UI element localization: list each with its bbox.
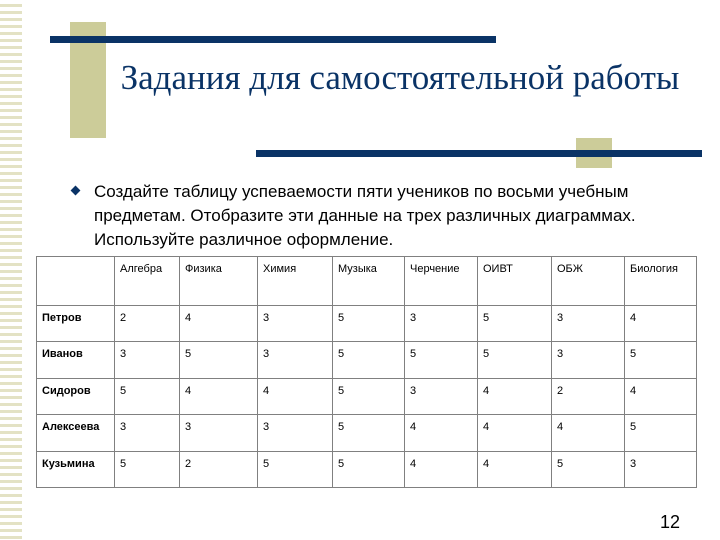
grade-cell: 4	[405, 451, 478, 487]
grade-cell: 5	[333, 378, 405, 414]
grade-cell: 5	[552, 451, 625, 487]
grade-cell: 5	[478, 306, 552, 342]
grade-cell: 4	[180, 378, 258, 414]
table-corner-cell	[37, 257, 115, 306]
grade-cell: 4	[625, 306, 697, 342]
grade-cell: 3	[405, 378, 478, 414]
table-row	[37, 378, 697, 414]
slide-title: Задания для самостоятельной работы	[120, 58, 680, 97]
grade-cell: 3	[258, 415, 333, 451]
grade-cell: 4	[552, 415, 625, 451]
grade-cell: 5	[625, 342, 697, 378]
header-cell: Химия	[258, 257, 333, 306]
header-cell: Биология	[625, 257, 697, 306]
grade-cell: 5	[258, 451, 333, 487]
grade-cell: 5	[333, 415, 405, 451]
header-cell: Алгебра	[115, 257, 180, 306]
grade-cell: 2	[115, 306, 180, 342]
header-cell: Физика	[180, 257, 258, 306]
student-name-cell: Иванов	[37, 342, 115, 378]
header-cell: ОБЖ	[552, 257, 625, 306]
bullet-diamond-icon	[71, 186, 81, 196]
student-name-cell: Петров	[37, 306, 115, 342]
grade-cell: 3	[552, 342, 625, 378]
grade-cell: 3	[405, 306, 478, 342]
grade-cell: 4	[478, 451, 552, 487]
grade-cell: 2	[180, 451, 258, 487]
grade-cell: 5	[333, 342, 405, 378]
student-name-cell: Кузьмина	[37, 451, 115, 487]
grade-cell: 5	[478, 342, 552, 378]
grade-cell: 4	[180, 306, 258, 342]
grades-table	[36, 256, 697, 488]
table-header-row	[37, 257, 697, 306]
grade-cell: 3	[115, 415, 180, 451]
grade-cell: 3	[258, 342, 333, 378]
student-name-cell: Алексеева	[37, 415, 115, 451]
task-text: Создайте таблицу успеваемости пяти учеников по восьми учебным предметам. Отобразите эти данные на трех различных диаграммах. Используйте различное оформление.	[94, 182, 636, 249]
title-rule-bottom	[256, 150, 702, 157]
grade-cell: 4	[478, 415, 552, 451]
grade-cell: 3	[258, 306, 333, 342]
grade-cell: 5	[333, 306, 405, 342]
grade-cell: 5	[333, 451, 405, 487]
header-cell: Музыка	[333, 257, 405, 306]
grade-cell: 4	[405, 415, 478, 451]
striped-side-decoration	[0, 0, 22, 540]
grade-cell: 4	[478, 378, 552, 414]
grade-cell: 3	[180, 415, 258, 451]
grade-cell: 3	[625, 451, 697, 487]
page-number: 12	[660, 512, 681, 532]
grade-cell: 5	[115, 378, 180, 414]
grade-cell: 5	[115, 451, 180, 487]
title-rule-top	[50, 36, 496, 43]
student-name-cell: Сидоров	[37, 378, 115, 414]
grade-cell: 5	[625, 415, 697, 451]
header-cell: Черчение	[405, 257, 478, 306]
grade-cell: 5	[180, 342, 258, 378]
table-row	[37, 451, 697, 487]
table-row	[37, 415, 697, 451]
task-bullet	[72, 180, 692, 252]
grade-cell: 4	[258, 378, 333, 414]
table-row	[37, 342, 697, 378]
table-row	[37, 306, 697, 342]
grade-cell: 3	[115, 342, 180, 378]
header-cell: ОИВТ	[478, 257, 552, 306]
grade-cell: 5	[405, 342, 478, 378]
grade-cell: 2	[552, 378, 625, 414]
grade-cell: 4	[625, 378, 697, 414]
grade-cell: 3	[552, 306, 625, 342]
